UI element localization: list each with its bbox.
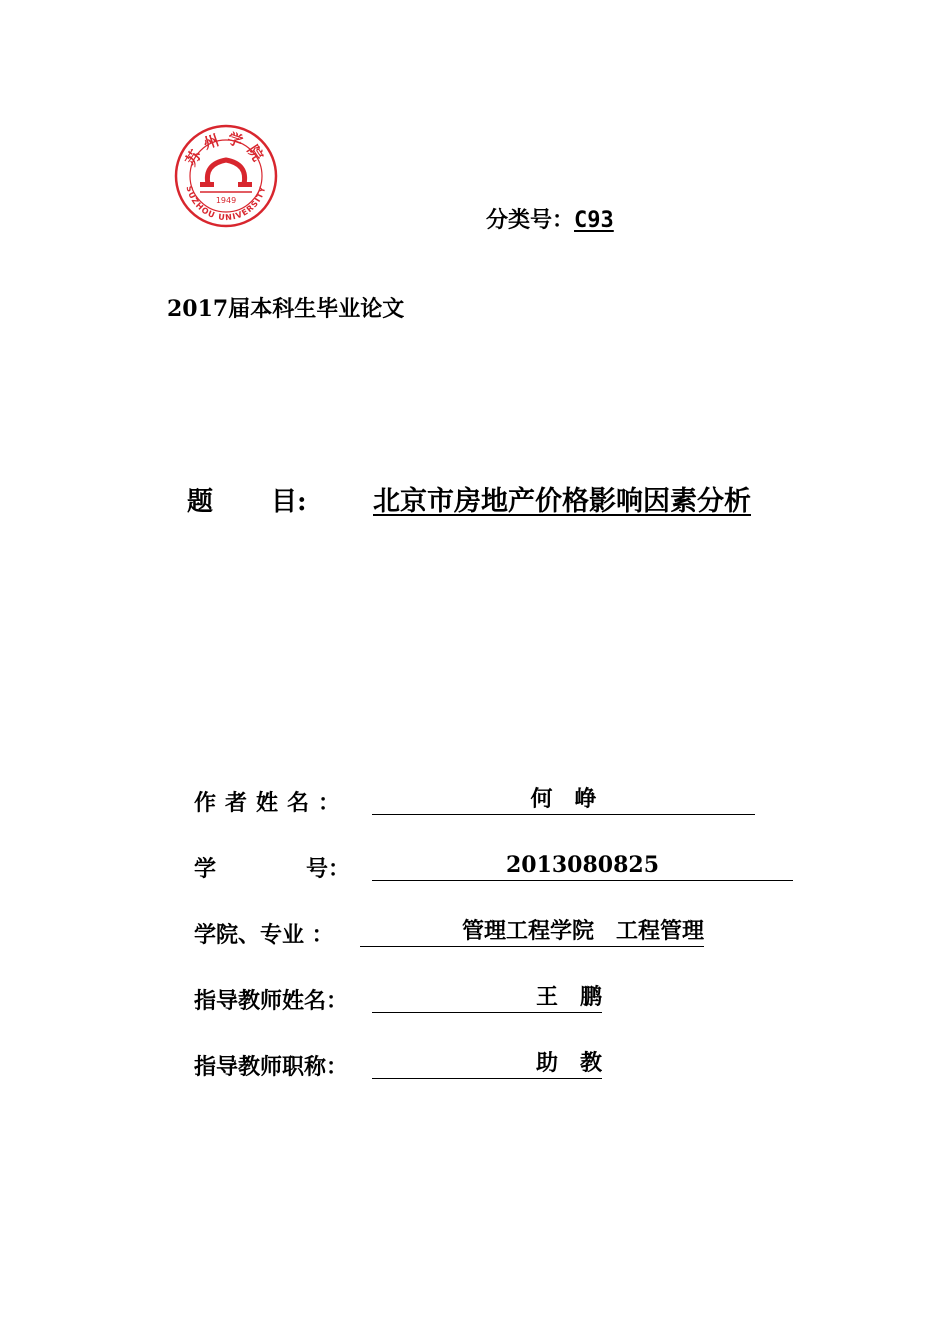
- advisor-title-value: 助 教: [372, 1048, 602, 1079]
- advisor-name-value: 王 鹏: [372, 982, 602, 1013]
- classification-number: [486, 203, 614, 234]
- college-major-label: 学院、专业 ：: [194, 922, 334, 948]
- svg-text:苏州学院: [182, 129, 270, 169]
- author-value: 何 峥: [372, 784, 755, 815]
- student-id-value: 2013080825: [372, 850, 793, 881]
- topic-value: 北京市房地产价格影响因素分析: [373, 486, 751, 517]
- advisor-name-label: 指导教师姓名：: [194, 988, 349, 1014]
- topic-label-a: 题: [187, 487, 214, 517]
- university-logo: [174, 124, 278, 228]
- topic-label-b: 目:: [271, 487, 307, 517]
- student-id-label-b: 号：: [306, 856, 351, 882]
- classification-label: 分类号：: [486, 207, 575, 233]
- author-label: 作者姓名：: [194, 790, 350, 816]
- student-id-label: [194, 852, 350, 883]
- thesis-type-heading: 2017届本科生毕业论文: [167, 296, 405, 322]
- classification-value: C93: [574, 208, 614, 233]
- logo-ring-text: SUZHOU UNIVERSITY: [184, 184, 268, 223]
- logo-arc-text: 苏州学院: [181, 129, 271, 170]
- advisor-title-label: 指导教师职称：: [194, 1054, 349, 1080]
- student-id-label-a: 学: [194, 856, 217, 882]
- college-major-value: 管理工程学院 工程管理: [360, 916, 704, 947]
- logo-year: 1949: [215, 196, 237, 205]
- topic-label: [187, 481, 307, 518]
